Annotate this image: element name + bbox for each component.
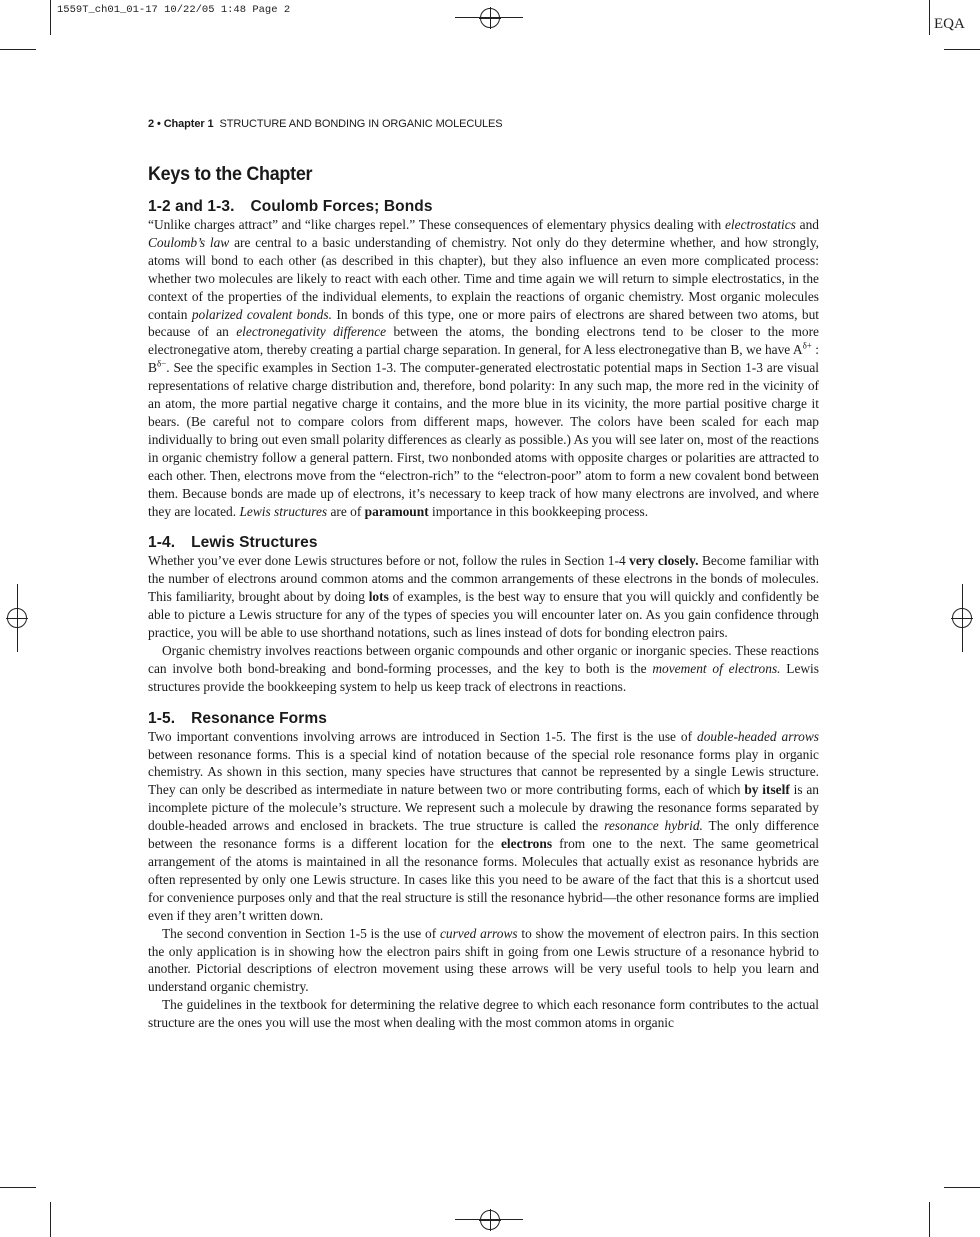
section — [148, 534, 819, 695]
registration-target-bottom-icon — [480, 1210, 500, 1230]
crop-mark-bottom-right-horizontal — [944, 1187, 980, 1188]
text-run: The second convention in Section 1-5 is the use of — [162, 925, 440, 941]
text-run: to show the movement of electron pairs. In this section the only application is in showing how the electron pairs shift in going from one Lewis structure of a resonance hybrid to another. Pictorial descriptions of electron movement using these arrows will be very useful tools to help you learn and understand organic chemistry. — [148, 925, 819, 995]
text-run: from one to the next. The same geometrical arrangement of the atoms is maintained in all the resonance forms. Molecules that actually exist as resonance hybrids are often represented by only one Lewis structure. In cases like this you need to be aware of the fact that this is a shortcut used for convenience purposes only and that the real structure is still the resonance hybrid—the other resonance forms are implied even if they aren’t written down. — [148, 836, 819, 923]
body-paragraph — [148, 996, 819, 1032]
italic-text: resonance hybrid. — [604, 818, 703, 834]
text-run: The only difference between the resonance forms is a different location for the — [148, 818, 819, 852]
superscript: δ− — [156, 358, 167, 369]
crop-mark-bottom-left-horizontal — [0, 1187, 36, 1188]
text-run: Organic chemistry involves reactions between organic compounds and other organic or inorganic species. These reactions can involve both bond-breaking and bond-forming processes, and the key to both is the — [148, 642, 819, 676]
text-run: . See the specific examples in Section 1-3. The computer-generated electrostatic potential maps in Section 1-3 are visual representations of relative charge distribution and, therefore, bond polarity: In any such map, the more red in the vicinity of an atom, the more partial negative charge it contains, and the more blue in its vicinity, the more partial positive charge it bears. (Be careful not to compare colors from different maps, however. The colors have been scaled for each map individually to bring out even small polarity differences as clearly as possible.) As you will see later on, most of the reactions in organic chemistry follow a general pattern. First, two nonbonded atoms with opposite charges or polarities are attracted to each other. Then, electrons move from the “electron-rich” to the “electron-poor” atom to form a new covalent bond between them. Because bonds are made up of electrons, it’s necessary to keep track of how many electrons are involved, and where they are located. — [148, 360, 819, 519]
bold-text: paramount — [364, 503, 429, 519]
text-run: of examples, is the best way to ensure that you will quickly and confidently be able to picture a Lewis structure for any of the types of species you will encounter later on. As you gain confidence through practice, you will be able to use shorthand notations, such as lines instead of dots for bonding electron pairs. — [148, 589, 820, 641]
body-paragraph — [148, 216, 819, 520]
running-head-chapter-title: STRUCTURE AND BONDING IN ORGANIC MOLECULES — [219, 118, 503, 130]
text-run: between resonance forms. This is a special kind of notation because of the special role resonance forms play in organic chemistry. As shown in this section, many species have structures that cannot be represented by a single Lewis structure. They can only be described as intermediate in nature between two or more contributing forms, each of which — [148, 746, 819, 798]
text-run: between the atoms, the bonding electrons tend to be closer to the more electronegative atom, thereby creating a partial charge separation. In general, for A less electronegative than B, we have A — [148, 324, 819, 358]
page-content — [148, 163, 819, 1046]
text-run: importance in this bookkeeping process. — [428, 503, 649, 519]
body-paragraph — [148, 728, 819, 925]
body-paragraph — [148, 552, 819, 642]
italic-text: double-headed arrows — [697, 728, 819, 744]
section-title: Resonance Forms — [191, 709, 327, 727]
section — [148, 710, 819, 1032]
superscript: δ+ — [802, 340, 812, 351]
crop-mark-top-right-vertical — [929, 0, 930, 35]
bold-text: by itself — [744, 782, 790, 798]
bold-text: very closely. — [629, 553, 699, 569]
text-run: are central to a basic understanding of chemistry. Not only do they determine whether, and how strongly, atoms will bond to each other (as described in this chapter), but they also influence an even more complicated process: whether two molecules are likely to react with each other. Time and time again we will return to simple electrostatics, in the context of the properties of the individual elements, to explain the reactions of organic chemistry. Most organic molecules contain — [148, 234, 819, 322]
italic-text: Coulomb’s law — [148, 234, 230, 250]
page-number: 2 — [148, 118, 155, 130]
text-run: and — [795, 217, 820, 232]
text-run: Whether you’ve ever done Lewis structures before or not, follow the rules in Section 1-4 — [148, 553, 630, 569]
crop-mark-top-right-horizontal — [944, 49, 980, 50]
chapter-heading: Keys to the Chapter — [148, 163, 313, 185]
section-heading — [148, 710, 819, 728]
text-run: : B — [148, 342, 819, 376]
section-heading — [148, 534, 819, 552]
crop-mark-top-left-horizontal — [0, 49, 36, 50]
text-run: Two important conventions involving arrows are introduced in Section 1-5. The first is the use of — [148, 728, 698, 744]
section-title: Lewis Structures — [191, 534, 318, 552]
text-run: The guidelines in the textbook for determining the relative degree to which each resonance form contributes to the actual structure are the ones you will use the most when dealing with the most common atoms in organic — [148, 997, 819, 1031]
italic-text: electrostatics — [724, 217, 796, 232]
registration-target-top-icon — [480, 8, 500, 28]
section-title: Coulomb Forces; Bonds — [250, 198, 433, 215]
section-heading — [148, 198, 819, 216]
section-number: 1-2 and 1-3. — [148, 198, 235, 215]
section-number: 1-4. — [148, 534, 176, 552]
section — [148, 198, 819, 520]
crop-mark-bottom-left-vertical — [50, 1202, 51, 1237]
bold-text: electrons — [500, 836, 553, 852]
text-run: Lewis structures provide the bookkeeping system to help us keep track of electrons in reactions. — [148, 660, 819, 694]
text-run: “Unlike charges attract” and “like charges repel.” These consequences of elementary physics dealing with — [148, 217, 725, 232]
bold-text: lots — [368, 589, 389, 605]
registration-target-right-icon — [952, 608, 972, 628]
italic-text: Lewis structures — [239, 503, 328, 519]
italic-text: polarized covalent bonds. — [191, 306, 332, 322]
italic-text: curved arrows — [439, 925, 518, 941]
running-head-separator: • — [154, 118, 164, 130]
italic-text: electronegativity difference — [236, 324, 387, 340]
italic-text: movement of electrons. — [652, 660, 781, 676]
crop-mark-bottom-right-vertical — [929, 1202, 930, 1237]
body-paragraph — [148, 642, 819, 696]
body-paragraph — [148, 925, 819, 997]
crop-mark-top-left-vertical — [50, 0, 51, 35]
printer-slug: 1559T_ch01_01-17 10/22/05 1:48 Page 2 — [57, 4, 291, 16]
text-run: Become familiar with the number of electrons around common atoms and the common arrangements of these electrons in the bonds of molecules. This familiarity, brought about by doing — [148, 553, 819, 605]
registration-target-left-icon — [7, 608, 27, 628]
corner-mark: EQA — [934, 16, 965, 32]
text-run: are of — [327, 503, 365, 519]
section-number: 1-5. — [148, 709, 176, 727]
running-head — [148, 118, 503, 130]
chapter-label: Chapter 1 — [163, 118, 214, 130]
sections-container — [148, 198, 819, 1032]
text-run: In bonds of this type, one or more pairs of electrons are shared between two atoms, but because of an — [148, 306, 819, 340]
text-run: is an incomplete picture of the molecule’s structure. We represent such a molecule by drawing the resonance forms separated by double-headed arrows and enclosed in brackets. The true structure is called the — [148, 782, 819, 834]
